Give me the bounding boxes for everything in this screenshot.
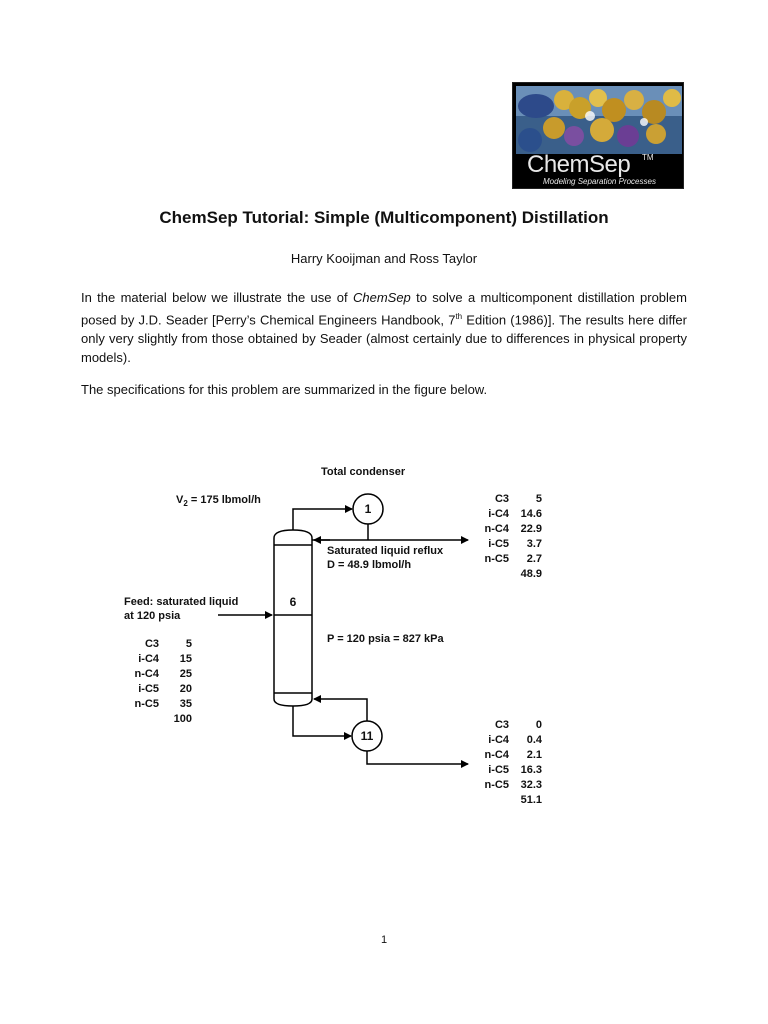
table-row: i-C5 3.7	[488, 538, 542, 550]
chemsep-logo	[512, 82, 684, 189]
table-row: C3 0	[494, 719, 542, 731]
molecule-graphic	[516, 86, 682, 154]
table-row: i-C5 16.3	[488, 764, 542, 776]
software-name: ChemSep	[352, 290, 411, 305]
logo-tagline: Modeling Separation Processes	[543, 177, 656, 186]
feed-label-line2: at 120 psia	[124, 610, 181, 622]
table-row: i-C4 15	[138, 653, 192, 665]
spec-sentence: The specifications for this problem are summarized in the figure below.	[81, 382, 488, 397]
feed-label-line1: Feed: saturated liquid	[124, 596, 239, 608]
table-row: C3 5	[144, 638, 192, 650]
bottoms-product-line	[367, 751, 468, 764]
page-number: 1	[380, 934, 388, 946]
table-row: i-C5 20	[138, 683, 192, 695]
table-row: n-C4 25	[134, 668, 192, 680]
table-row: n-C5 32.3	[484, 779, 542, 791]
reboiler-vapor-return	[314, 699, 367, 721]
table-total-row: 100	[173, 713, 192, 725]
table-row: i-C4 0.4	[488, 734, 542, 746]
overhead-vapor-line	[293, 509, 352, 530]
table-row: C3 5	[494, 493, 542, 505]
feed-composition-table	[127, 637, 192, 727]
vapor-flow-label: $V_2 = 175$ lbmol/h	[176, 494, 261, 509]
table-row: n-C4 2.1	[484, 749, 542, 761]
intro-paragraph: In the material below we illustrate the use of ChemSep to solve a multicomponent distillation problem posed by J.D. Seader [Perry’s Chemical Engineers Handbook, 7th Edition (1986)]. The results here differ only very slightly from those obtained by Seader (almost certainly due to differences in physical property models).	[81, 290, 687, 366]
logo-wordmark: ChemSep	[527, 151, 631, 178]
table-total-row: 51.1	[520, 794, 542, 806]
distillate-composition-table	[477, 492, 542, 582]
bottoms-liquid-line	[293, 706, 351, 736]
bottoms-composition-table	[477, 718, 542, 808]
logo-trademark: TM	[642, 153, 654, 162]
document-title: ChemSep Tutorial: Simple (Multicomponent) Distillation	[159, 208, 609, 227]
feed-stage-number: 6	[289, 595, 297, 609]
distillate-flow-label: D = 48.9 lbmol/h	[327, 559, 412, 571]
table-row: n-C4 22.9	[484, 523, 542, 535]
table-row: n-C5 2.7	[484, 553, 542, 565]
condenser-label: Total condenser	[321, 466, 406, 478]
bottom-stage-number: 11	[360, 729, 374, 743]
reflux-label: Saturated liquid reflux	[327, 545, 444, 557]
authors: Harry Kooijman and Ross Taylor	[290, 251, 478, 266]
pressure-label: P = 120 psia = 827 kPa	[327, 633, 444, 645]
table-total-row: 48.9	[520, 568, 542, 580]
table-row: i-C4 14.6	[488, 508, 542, 520]
column-body	[274, 530, 312, 706]
table-row: n-C5 35	[134, 698, 192, 710]
top-stage-number: 1	[364, 502, 372, 516]
